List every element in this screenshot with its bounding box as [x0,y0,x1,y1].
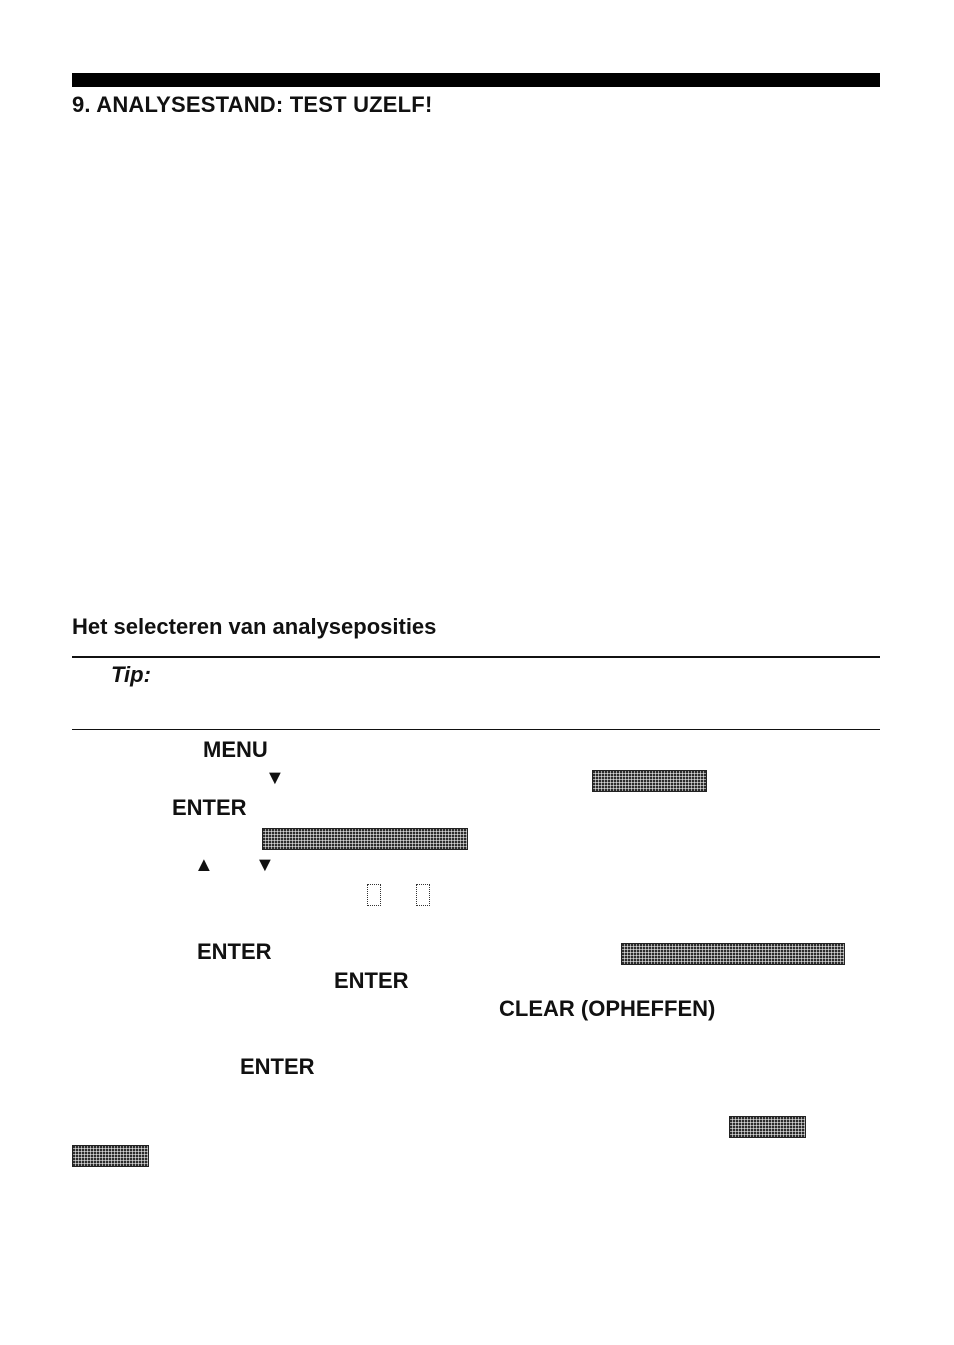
down-arrow-icon: ▼ [255,854,275,876]
divider-top [72,656,880,658]
lcd-marker-icon [416,884,430,906]
enter-key-label: ENTER [334,968,409,993]
divider-bottom [72,729,880,730]
up-arrow-icon: ▲ [194,854,214,876]
menu-key-label: MENU [203,737,268,762]
clear-key-label: CLEAR (OPHEFFEN) [499,996,716,1021]
lcd-your-display [729,1116,806,1138]
section-heading: 9. ANALYSESTAND: TEST UZELF! [72,92,433,117]
lcd-start-study-display [621,943,845,965]
lcd-study-list-display [262,828,468,850]
top-bar [72,73,880,87]
tip-label: Tip: [111,662,151,687]
down-arrow-icon: ▼ [265,767,285,789]
subsection-heading: Het selecteren van analyseposities [72,614,437,639]
lcd-move-display [72,1145,149,1167]
lcd-study-display [592,770,707,792]
enter-key-label: ENTER [172,795,247,820]
lcd-marker-icon [367,884,381,906]
enter-key-label: ENTER [197,939,272,964]
enter-key-label: ENTER [240,1054,315,1079]
